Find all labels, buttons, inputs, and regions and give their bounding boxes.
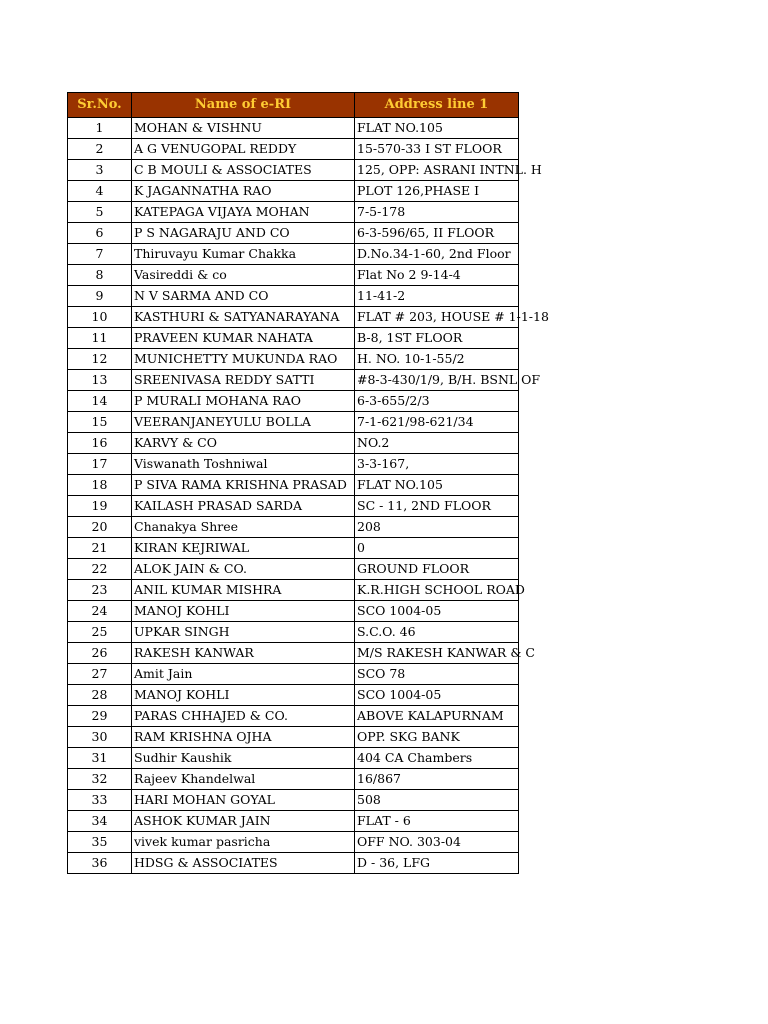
table-row: [68, 517, 519, 538]
table-row: [68, 160, 519, 181]
cell-address: D.No.34-1-60, 2nd Floor: [355, 244, 519, 265]
cell-address: FLAT NO.105: [355, 475, 519, 496]
table-row: [68, 286, 519, 307]
table-row: [68, 433, 519, 454]
cell-name: vivek kumar pasricha: [132, 832, 355, 853]
cell-name: K JAGANNATHA RAO: [132, 181, 355, 202]
cell-address: FLAT NO.105: [355, 118, 519, 139]
cell-sr-no: 2: [68, 139, 132, 160]
cell-sr-no: 24: [68, 601, 132, 622]
cell-name: Chanakya Shree: [132, 517, 355, 538]
cell-address: FLAT # 203, HOUSE # 1-1-18: [355, 307, 519, 328]
cell-name: C B MOULI & ASSOCIATES: [132, 160, 355, 181]
cell-sr-no: 1: [68, 118, 132, 139]
cell-sr-no: 6: [68, 223, 132, 244]
cell-address: #8-3-430/1/9, B/H. BSNL OF: [355, 370, 519, 391]
cell-sr-no: 19: [68, 496, 132, 517]
cell-address: 508: [355, 790, 519, 811]
cell-address: FLAT - 6: [355, 811, 519, 832]
table-row: [68, 118, 519, 139]
cell-sr-no: 21: [68, 538, 132, 559]
table-row: [68, 454, 519, 475]
cell-name: RAKESH KANWAR: [132, 643, 355, 664]
cell-sr-no: 5: [68, 202, 132, 223]
table-row: [68, 559, 519, 580]
cell-name: PARAS CHHAJED & CO.: [132, 706, 355, 727]
cell-address: 7-5-178: [355, 202, 519, 223]
table-row: [68, 391, 519, 412]
table-row: [68, 496, 519, 517]
cell-address: K.R.HIGH SCHOOL ROAD: [355, 580, 519, 601]
table-row: [68, 811, 519, 832]
cell-address: 3-3-167,: [355, 454, 519, 475]
cell-address: D - 36, LFG: [355, 853, 519, 874]
cell-sr-no: 9: [68, 286, 132, 307]
cell-sr-no: 8: [68, 265, 132, 286]
cell-address: 0: [355, 538, 519, 559]
cell-sr-no: 34: [68, 811, 132, 832]
cell-sr-no: 10: [68, 307, 132, 328]
table-row: [68, 349, 519, 370]
cell-address: SCO 1004-05: [355, 601, 519, 622]
cell-sr-no: 3: [68, 160, 132, 181]
cell-address: SC - 11, 2ND FLOOR: [355, 496, 519, 517]
cell-sr-no: 36: [68, 853, 132, 874]
cell-name: VEERANJANEYULU BOLLA: [132, 412, 355, 433]
cell-address: ABOVE KALAPURNAM: [355, 706, 519, 727]
cell-name: KAILASH PRASAD SARDA: [132, 496, 355, 517]
cell-sr-no: 23: [68, 580, 132, 601]
cell-sr-no: 30: [68, 727, 132, 748]
cell-name: P MURALI MOHANA RAO: [132, 391, 355, 412]
cell-name: ALOK JAIN & CO.: [132, 559, 355, 580]
table-row: [68, 853, 519, 874]
cell-name: Rajeev Khandelwal: [132, 769, 355, 790]
cell-name: KASTHURI & SATYANARAYANA: [132, 307, 355, 328]
cell-address: PLOT 126,PHASE I: [355, 181, 519, 202]
cell-address: 6-3-655/2/3: [355, 391, 519, 412]
table-row: [68, 727, 519, 748]
table-row: [68, 181, 519, 202]
cell-sr-no: 12: [68, 349, 132, 370]
cell-address: S.C.O. 46: [355, 622, 519, 643]
cell-address: B-8, 1ST FLOOR: [355, 328, 519, 349]
cell-name: PRAVEEN KUMAR NAHATA: [132, 328, 355, 349]
cell-address: 15-570-33 I ST FLOOR: [355, 139, 519, 160]
cell-address: OPP. SKG BANK: [355, 727, 519, 748]
cell-name: Thiruvayu Kumar Chakka: [132, 244, 355, 265]
table-row: [68, 706, 519, 727]
cell-name: Amit Jain: [132, 664, 355, 685]
cell-address: 6-3-596/65, II FLOOR: [355, 223, 519, 244]
cell-sr-no: 25: [68, 622, 132, 643]
cell-sr-no: 4: [68, 181, 132, 202]
cell-sr-no: 15: [68, 412, 132, 433]
cell-name: KIRAN KEJRIWAL: [132, 538, 355, 559]
table-row: [68, 223, 519, 244]
table-header-row: [68, 93, 519, 118]
cell-address: Flat No 2 9-14-4: [355, 265, 519, 286]
table-row: [68, 475, 519, 496]
cell-name: ANIL KUMAR MISHRA: [132, 580, 355, 601]
cell-sr-no: 13: [68, 370, 132, 391]
cell-address: M/S RAKESH KANWAR & C: [355, 643, 519, 664]
table-row: [68, 664, 519, 685]
table-row: [68, 832, 519, 853]
header-name-of-eri: Name of e-RI: [132, 93, 355, 118]
cell-name: KARVY & CO: [132, 433, 355, 454]
cell-name: MANOJ KOHLI: [132, 685, 355, 706]
cell-name: MOHAN & VISHNU: [132, 118, 355, 139]
table-row: [68, 139, 519, 160]
cell-sr-no: 28: [68, 685, 132, 706]
cell-address: H. NO. 10-1-55/2: [355, 349, 519, 370]
cell-sr-no: 11: [68, 328, 132, 349]
cell-sr-no: 14: [68, 391, 132, 412]
table-row: [68, 580, 519, 601]
table-row: [68, 601, 519, 622]
cell-address: OFF NO. 303-04: [355, 832, 519, 853]
header-address-line-1: Address line 1: [355, 93, 519, 118]
cell-name: P S NAGARAJU AND CO: [132, 223, 355, 244]
cell-address: 11-41-2: [355, 286, 519, 307]
cell-name: MUNICHETTY MUKUNDA RAO: [132, 349, 355, 370]
table-row: [68, 307, 519, 328]
cell-address: SCO 1004-05: [355, 685, 519, 706]
cell-sr-no: 20: [68, 517, 132, 538]
table-row: [68, 538, 519, 559]
cell-address: 208: [355, 517, 519, 538]
table-row: [68, 643, 519, 664]
cell-address: 404 CA Chambers: [355, 748, 519, 769]
cell-name: P SIVA RAMA KRISHNA PRASAD: [132, 475, 355, 496]
cell-address: 125, OPP: ASRANI INTNL. H: [355, 160, 519, 181]
cell-address: SCO 78: [355, 664, 519, 685]
cell-address: NO.2: [355, 433, 519, 454]
cell-sr-no: 35: [68, 832, 132, 853]
cell-name: Vasireddi & co: [132, 265, 355, 286]
table-row: [68, 685, 519, 706]
table-row: [68, 265, 519, 286]
table-row: [68, 769, 519, 790]
cell-address: 7-1-621/98-621/34: [355, 412, 519, 433]
cell-name: RAM KRISHNA OJHA: [132, 727, 355, 748]
cell-name: UPKAR SINGH: [132, 622, 355, 643]
table-row: [68, 202, 519, 223]
table-row: [68, 370, 519, 391]
cell-sr-no: 29: [68, 706, 132, 727]
cell-sr-no: 16: [68, 433, 132, 454]
cell-sr-no: 18: [68, 475, 132, 496]
cell-sr-no: 32: [68, 769, 132, 790]
table-row: [68, 748, 519, 769]
cell-name: KATEPAGA VIJAYA MOHAN: [132, 202, 355, 223]
cell-name: ASHOK KUMAR JAIN: [132, 811, 355, 832]
cell-name: MANOJ KOHLI: [132, 601, 355, 622]
cell-name: A G VENUGOPAL REDDY: [132, 139, 355, 160]
cell-sr-no: 27: [68, 664, 132, 685]
cell-sr-no: 31: [68, 748, 132, 769]
table-row: [68, 790, 519, 811]
header-sr-no: Sr.No.: [68, 93, 132, 118]
eri-address-table: [67, 92, 549, 874]
cell-sr-no: 22: [68, 559, 132, 580]
table-row: [68, 622, 519, 643]
table-row: [68, 328, 519, 349]
cell-name: HDSG & ASSOCIATES: [132, 853, 355, 874]
cell-address: GROUND FLOOR: [355, 559, 519, 580]
cell-sr-no: 33: [68, 790, 132, 811]
cell-address: 16/867: [355, 769, 519, 790]
cell-name: Sudhir Kaushik: [132, 748, 355, 769]
cell-name: HARI MOHAN GOYAL: [132, 790, 355, 811]
table-row: [68, 244, 519, 265]
table-row: [68, 412, 519, 433]
cell-sr-no: 7: [68, 244, 132, 265]
cell-name: N V SARMA AND CO: [132, 286, 355, 307]
cell-name: Viswanath Toshniwal: [132, 454, 355, 475]
cell-sr-no: 26: [68, 643, 132, 664]
cell-name: SREENIVASA REDDY SATTI: [132, 370, 355, 391]
cell-sr-no: 17: [68, 454, 132, 475]
